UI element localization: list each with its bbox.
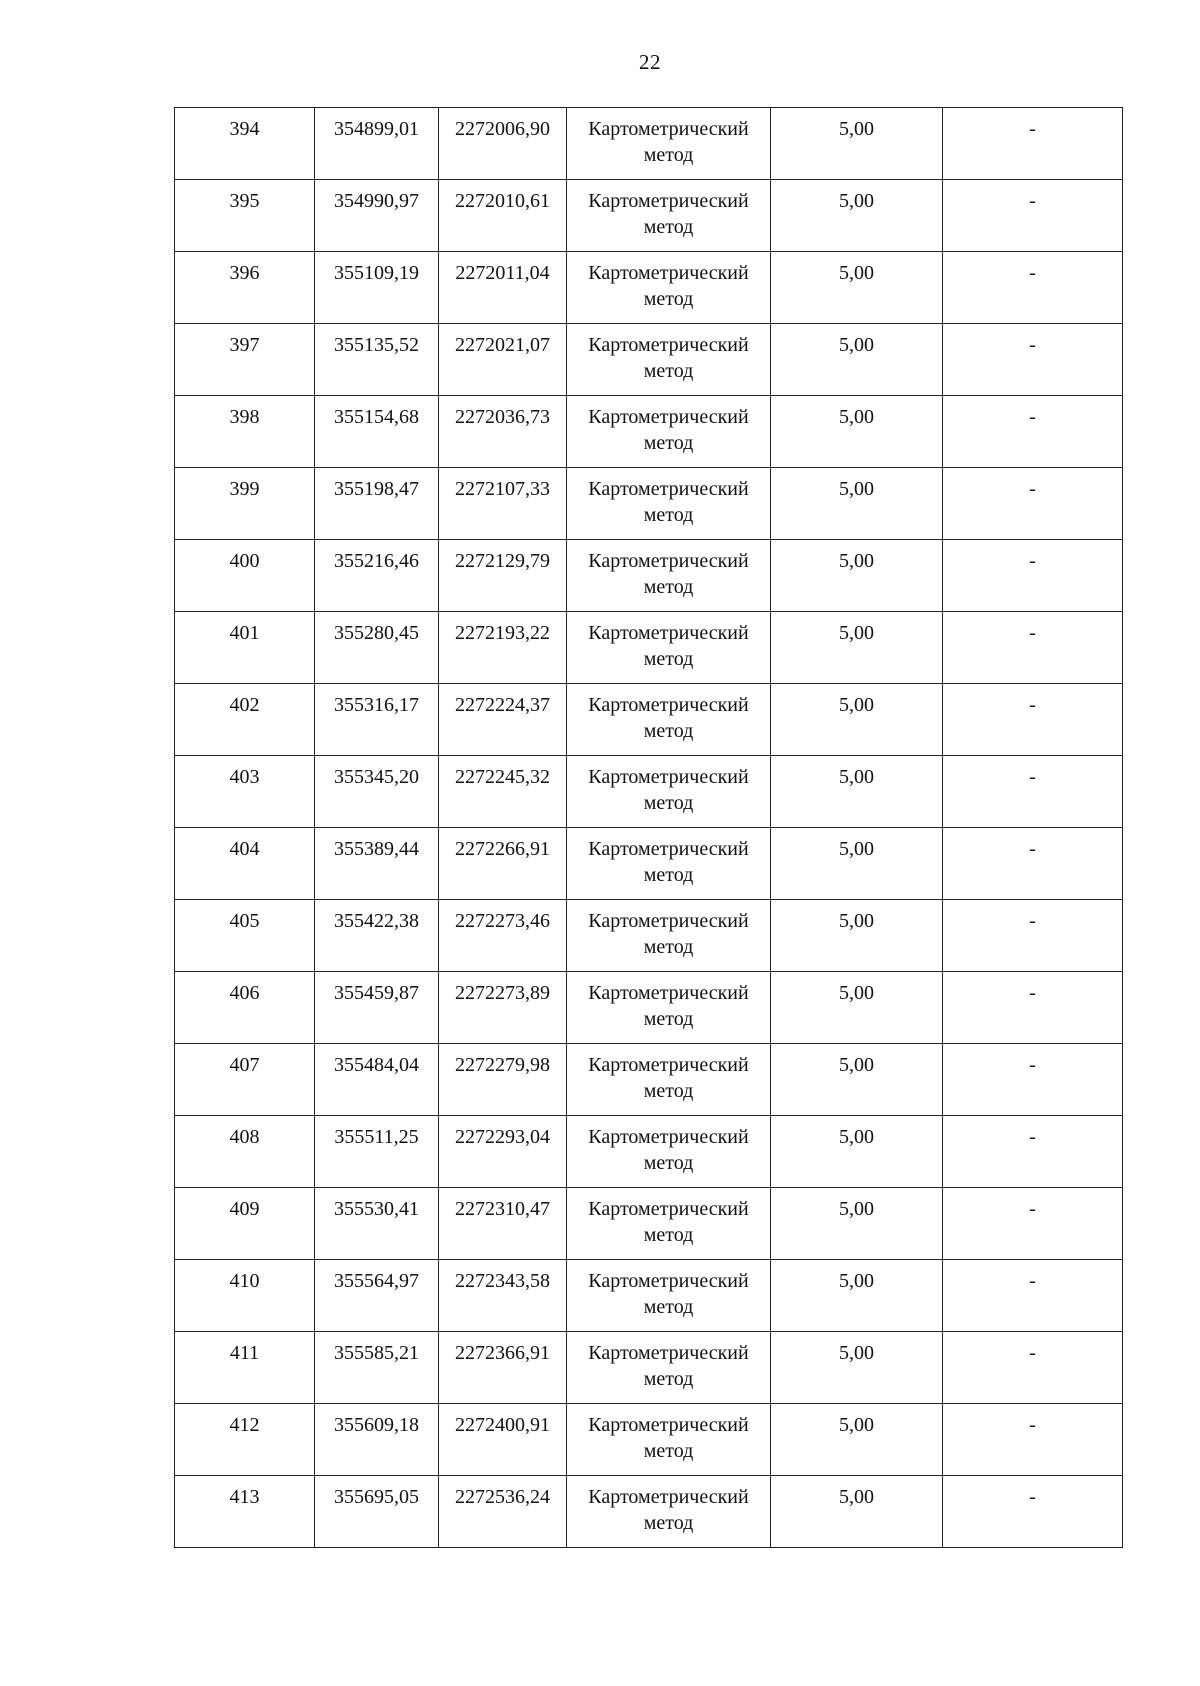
method-cell: [567, 252, 771, 324]
method-cell: [567, 180, 771, 252]
description-cell: -: [943, 684, 1123, 756]
y-coordinate-cell: 2272021,07: [439, 324, 567, 396]
point-number-cell: 395: [175, 180, 315, 252]
accuracy-cell: 5,00: [771, 612, 943, 684]
table-row: [175, 1044, 1123, 1116]
method-cell: [567, 468, 771, 540]
method-label-line1: Картометрический: [588, 550, 749, 572]
y-coordinate-cell: 2272293,04: [439, 1116, 567, 1188]
table-row: [175, 252, 1123, 324]
description-cell: -: [943, 1476, 1123, 1548]
method-cell: [567, 684, 771, 756]
method-label-line2: метод: [643, 648, 694, 670]
description-cell: -: [943, 108, 1123, 180]
accuracy-cell: 5,00: [771, 684, 943, 756]
method-cell: [567, 1044, 771, 1116]
accuracy-cell: 5,00: [771, 180, 943, 252]
x-coordinate-cell: 355422,38: [315, 900, 439, 972]
description-cell: -: [943, 612, 1123, 684]
point-number-cell: 394: [175, 108, 315, 180]
y-coordinate-cell: 2272224,37: [439, 684, 567, 756]
accuracy-cell: 5,00: [771, 972, 943, 1044]
y-coordinate-cell: 2272366,91: [439, 1332, 567, 1404]
y-coordinate-cell: 2272273,89: [439, 972, 567, 1044]
x-coordinate-cell: 355345,20: [315, 756, 439, 828]
table-row: [175, 1260, 1123, 1332]
method-cell: [567, 612, 771, 684]
table-row: [175, 540, 1123, 612]
table-row: [175, 1476, 1123, 1548]
accuracy-cell: 5,00: [771, 1476, 943, 1548]
method-label-line1: Картометрический: [588, 910, 749, 932]
method-cell: [567, 540, 771, 612]
description-cell: -: [943, 1404, 1123, 1476]
accuracy-cell: 5,00: [771, 252, 943, 324]
x-coordinate-cell: 355530,41: [315, 1188, 439, 1260]
accuracy-cell: 5,00: [771, 1404, 943, 1476]
description-cell: -: [943, 756, 1123, 828]
description-cell: -: [943, 1188, 1123, 1260]
table-row: [175, 324, 1123, 396]
method-label-line2: метод: [643, 288, 694, 310]
method-label-line1: Картометрический: [588, 1126, 749, 1148]
point-number-cell: 406: [175, 972, 315, 1044]
method-label-line2: метод: [643, 1008, 694, 1030]
x-coordinate-cell: 354990,97: [315, 180, 439, 252]
x-coordinate-cell: 355216,46: [315, 540, 439, 612]
point-number-cell: 400: [175, 540, 315, 612]
method-label-line1: Картометрический: [588, 118, 749, 140]
method-label-line1: Картометрический: [588, 1486, 749, 1508]
accuracy-cell: 5,00: [771, 1332, 943, 1404]
x-coordinate-cell: 355109,19: [315, 252, 439, 324]
y-coordinate-cell: 2272193,22: [439, 612, 567, 684]
table-row: [175, 1188, 1123, 1260]
method-cell: [567, 1260, 771, 1332]
coordinates-table: [174, 107, 1123, 1548]
method-cell: [567, 1188, 771, 1260]
point-number-cell: 408: [175, 1116, 315, 1188]
table-row: [175, 612, 1123, 684]
x-coordinate-cell: 355695,05: [315, 1476, 439, 1548]
table-row: [175, 900, 1123, 972]
accuracy-cell: 5,00: [771, 324, 943, 396]
y-coordinate-cell: 2272279,98: [439, 1044, 567, 1116]
method-label-line2: метод: [643, 864, 694, 886]
description-cell: -: [943, 252, 1123, 324]
method-label-line1: Картометрический: [588, 1054, 749, 1076]
accuracy-cell: 5,00: [771, 900, 943, 972]
y-coordinate-cell: 2272107,33: [439, 468, 567, 540]
point-number-cell: 401: [175, 612, 315, 684]
table-row: [175, 684, 1123, 756]
y-coordinate-cell: 2272129,79: [439, 540, 567, 612]
table-row: [175, 108, 1123, 180]
method-label-line1: Картометрический: [588, 262, 749, 284]
method-label-line2: метод: [643, 792, 694, 814]
method-cell: [567, 324, 771, 396]
description-cell: -: [943, 972, 1123, 1044]
accuracy-cell: 5,00: [771, 396, 943, 468]
method-cell: [567, 972, 771, 1044]
table-row: [175, 1116, 1123, 1188]
method-label-line1: Картометрический: [588, 334, 749, 356]
accuracy-cell: 5,00: [771, 1188, 943, 1260]
x-coordinate-cell: 355564,97: [315, 1260, 439, 1332]
point-number-cell: 407: [175, 1044, 315, 1116]
y-coordinate-cell: 2272266,91: [439, 828, 567, 900]
x-coordinate-cell: 355511,25: [315, 1116, 439, 1188]
x-coordinate-cell: 355585,21: [315, 1332, 439, 1404]
x-coordinate-cell: 355389,44: [315, 828, 439, 900]
accuracy-cell: 5,00: [771, 1260, 943, 1332]
description-cell: -: [943, 828, 1123, 900]
x-coordinate-cell: 355154,68: [315, 396, 439, 468]
table-row: [175, 972, 1123, 1044]
point-number-cell: 399: [175, 468, 315, 540]
method-label-line2: метод: [643, 720, 694, 742]
x-coordinate-cell: 354899,01: [315, 108, 439, 180]
method-cell: [567, 1476, 771, 1548]
point-number-cell: 398: [175, 396, 315, 468]
method-cell: [567, 1404, 771, 1476]
point-number-cell: 403: [175, 756, 315, 828]
point-number-cell: 402: [175, 684, 315, 756]
method-label-line1: Картометрический: [588, 406, 749, 428]
y-coordinate-cell: 2272536,24: [439, 1476, 567, 1548]
y-coordinate-cell: 2272310,47: [439, 1188, 567, 1260]
description-cell: -: [943, 1116, 1123, 1188]
method-label-line1: Картометрический: [588, 478, 749, 500]
method-label-line2: метод: [643, 1368, 694, 1390]
description-cell: -: [943, 540, 1123, 612]
point-number-cell: 409: [175, 1188, 315, 1260]
method-cell: [567, 900, 771, 972]
table-row: [175, 396, 1123, 468]
description-cell: -: [943, 900, 1123, 972]
method-cell: [567, 756, 771, 828]
x-coordinate-cell: 355280,45: [315, 612, 439, 684]
table-row: [175, 180, 1123, 252]
x-coordinate-cell: 355135,52: [315, 324, 439, 396]
description-cell: -: [943, 1044, 1123, 1116]
point-number-cell: 405: [175, 900, 315, 972]
method-label-line2: метод: [643, 1512, 694, 1534]
coordinates-table-body: [175, 108, 1123, 1548]
table-row: [175, 1332, 1123, 1404]
description-cell: -: [943, 1260, 1123, 1332]
accuracy-cell: 5,00: [771, 1044, 943, 1116]
accuracy-cell: 5,00: [771, 468, 943, 540]
method-label-line2: метод: [643, 360, 694, 382]
description-cell: -: [943, 396, 1123, 468]
method-label-line1: Картометрический: [588, 1270, 749, 1292]
accuracy-cell: 5,00: [771, 1116, 943, 1188]
method-label-line2: метод: [643, 432, 694, 454]
page-number: 22: [639, 50, 661, 74]
point-number-cell: 410: [175, 1260, 315, 1332]
y-coordinate-cell: 2272245,32: [439, 756, 567, 828]
method-label-line2: метод: [643, 936, 694, 958]
y-coordinate-cell: 2272006,90: [439, 108, 567, 180]
method-label-line1: Картометрический: [588, 838, 749, 860]
point-number-cell: 412: [175, 1404, 315, 1476]
point-number-cell: 404: [175, 828, 315, 900]
method-label-line1: Картометрический: [588, 622, 749, 644]
method-cell: [567, 396, 771, 468]
x-coordinate-cell: 355484,04: [315, 1044, 439, 1116]
accuracy-cell: 5,00: [771, 108, 943, 180]
method-label-line2: метод: [643, 1080, 694, 1102]
method-label-line2: метод: [643, 504, 694, 526]
x-coordinate-cell: 355198,47: [315, 468, 439, 540]
accuracy-cell: 5,00: [771, 540, 943, 612]
y-coordinate-cell: 2272036,73: [439, 396, 567, 468]
method-cell: [567, 108, 771, 180]
y-coordinate-cell: 2272011,04: [439, 252, 567, 324]
y-coordinate-cell: 2272343,58: [439, 1260, 567, 1332]
point-number-cell: 396: [175, 252, 315, 324]
method-cell: [567, 828, 771, 900]
table-row: [175, 828, 1123, 900]
method-label-line2: метод: [643, 576, 694, 598]
accuracy-cell: 5,00: [771, 828, 943, 900]
table-row: [175, 1404, 1123, 1476]
x-coordinate-cell: 355316,17: [315, 684, 439, 756]
method-label-line2: метод: [643, 1296, 694, 1318]
description-cell: -: [943, 324, 1123, 396]
y-coordinate-cell: 2272400,91: [439, 1404, 567, 1476]
method-cell: [567, 1332, 771, 1404]
x-coordinate-cell: 355459,87: [315, 972, 439, 1044]
method-label-line2: метод: [643, 1224, 694, 1246]
table-row: [175, 468, 1123, 540]
method-label-line2: метод: [643, 216, 694, 238]
method-label-line2: метод: [643, 1440, 694, 1462]
method-label-line1: Картометрический: [588, 190, 749, 212]
description-cell: -: [943, 468, 1123, 540]
method-label-line1: Картометрический: [588, 1198, 749, 1220]
method-cell: [567, 1116, 771, 1188]
method-label-line2: метод: [643, 1152, 694, 1174]
description-cell: -: [943, 1332, 1123, 1404]
point-number-cell: 411: [175, 1332, 315, 1404]
y-coordinate-cell: 2272010,61: [439, 180, 567, 252]
method-label-line1: Картометрический: [588, 766, 749, 788]
point-number-cell: 397: [175, 324, 315, 396]
method-label-line2: метод: [643, 144, 694, 166]
point-number-cell: 413: [175, 1476, 315, 1548]
y-coordinate-cell: 2272273,46: [439, 900, 567, 972]
description-cell: -: [943, 180, 1123, 252]
table-row: [175, 756, 1123, 828]
method-label-line1: Картометрический: [588, 1414, 749, 1436]
method-label-line1: Картометрический: [588, 694, 749, 716]
method-label-line1: Картометрический: [588, 982, 749, 1004]
accuracy-cell: 5,00: [771, 756, 943, 828]
x-coordinate-cell: 355609,18: [315, 1404, 439, 1476]
method-label-line1: Картометрический: [588, 1342, 749, 1364]
